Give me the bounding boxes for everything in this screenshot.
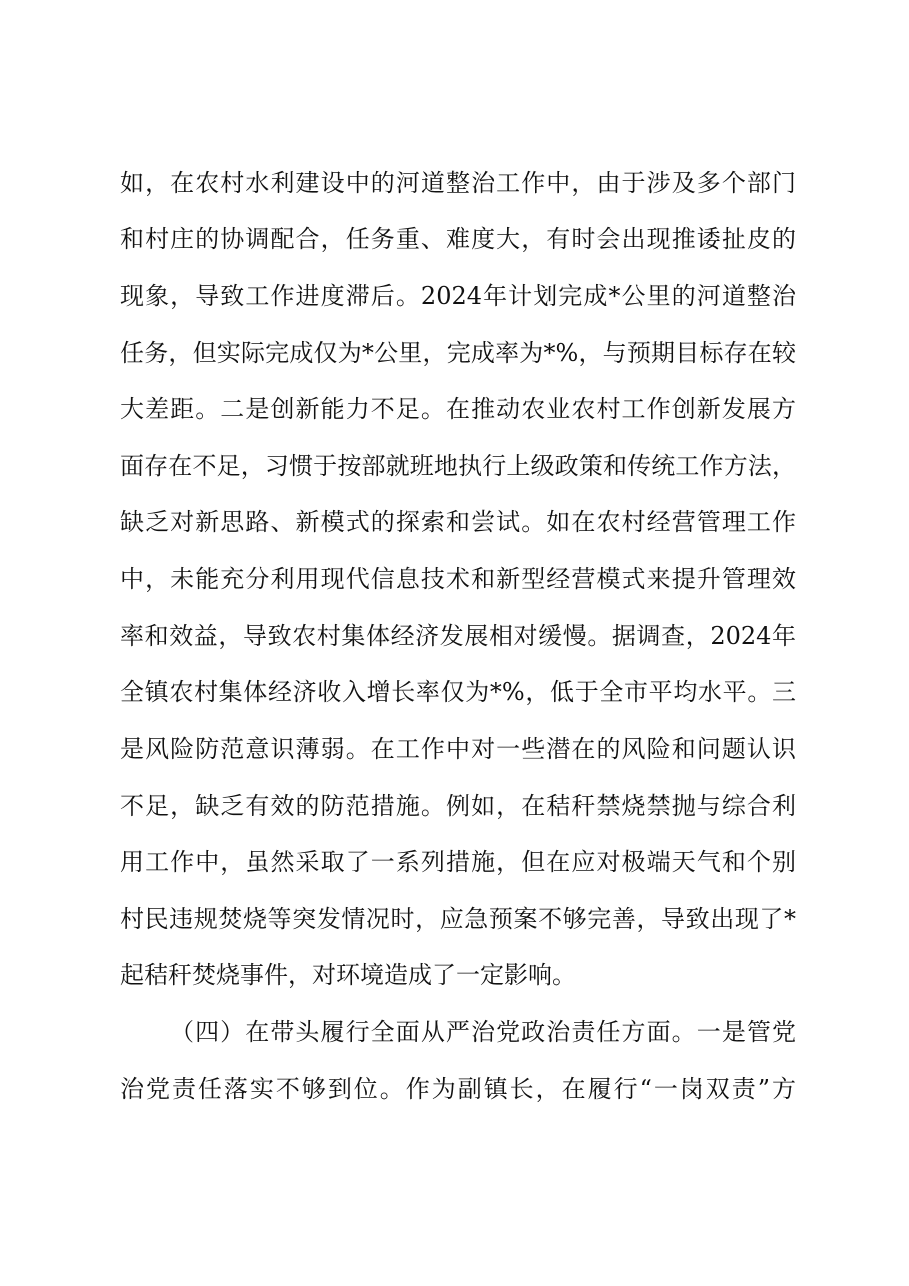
text-line: 用工作中，虽然采取了一系列措施，但在应对极端天气和个别 bbox=[120, 848, 796, 876]
text-line: 率和效益，导致农村集体经济发展相对缓慢。据调查，2024年 bbox=[120, 622, 796, 650]
text-line: 是风险防范意识薄弱。在工作中对一些潜在的风险和问题认识 bbox=[120, 735, 796, 763]
text-line: 任务，但实际完成仅为*公里，完成率为*%，与预期目标存在较 bbox=[120, 339, 796, 367]
text-line: 中，未能充分利用现代信息技术和新型经营模式来提升管理效 bbox=[120, 565, 796, 593]
text-line: 现象，导致工作进度滞后。2024年计划完成*公里的河道整治 bbox=[120, 282, 796, 310]
text-line: 全镇农村集体经济收入增长率仅为*%，低于全市平均水平。三 bbox=[120, 678, 796, 706]
text-line: 大差距。二是创新能力不足。在推动农业农村工作创新发展方 bbox=[120, 395, 796, 423]
text-line: 面存在不足，习惯于按部就班地执行上级政策和传统工作方法， bbox=[120, 452, 796, 480]
text-line: 村民违规焚烧等突发情况时，应急预案不够完善，导致出现了* bbox=[120, 905, 796, 933]
text-line: 不足，缺乏有效的防范措施。例如，在秸秆禁烧禁抛与综合利 bbox=[120, 792, 796, 820]
text-line: 如，在农村水利建设中的河道整治工作中，由于涉及多个部门 bbox=[120, 169, 796, 197]
paragraph-heading-line: （四）在带头履行全面从严治党政治责任方面。一是管党 bbox=[170, 1018, 796, 1046]
text-line: 和村庄的协调配合，任务重、难度大，有时会出现推诿扯皮的 bbox=[120, 225, 796, 253]
text-line: 起秸秆焚烧事件，对环境造成了一定影响。 bbox=[120, 961, 576, 989]
text-line: 治党责任落实不够到位。作为副镇长，在履行“一岗双责”方 bbox=[120, 1075, 796, 1103]
text-line: 缺乏对新思路、新模式的探索和尝试。如在农村经营管理工作 bbox=[120, 508, 796, 536]
